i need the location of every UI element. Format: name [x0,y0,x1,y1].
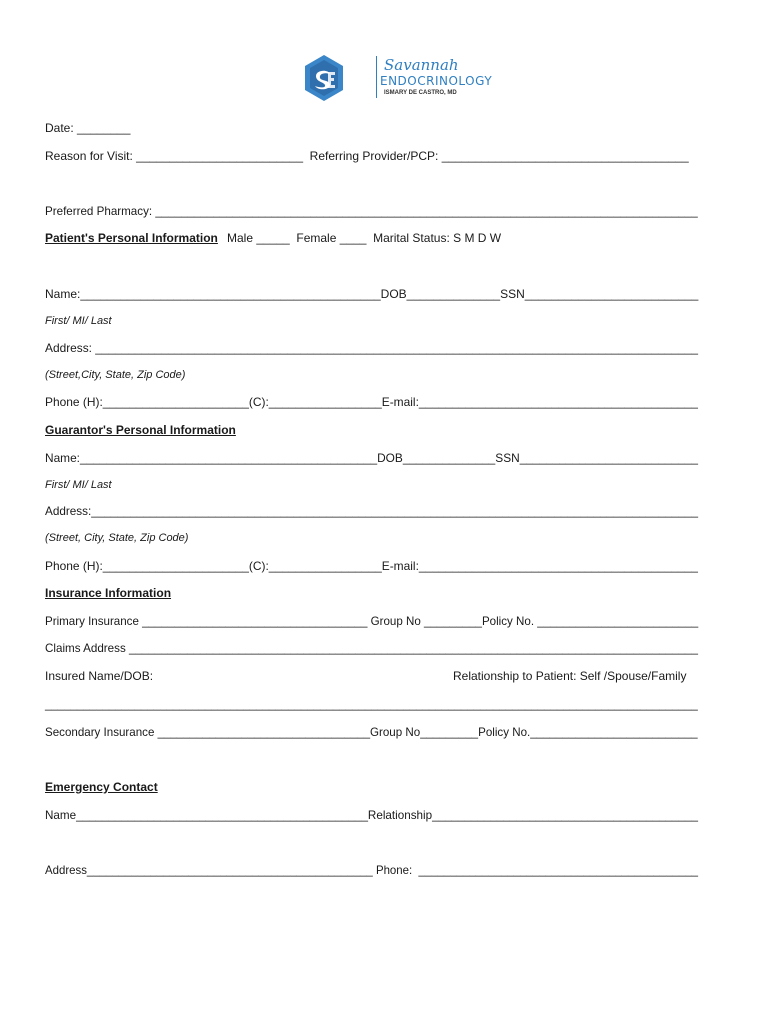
logo-divider [376,56,377,98]
guarantor-name-hint: First/ MI/ Last [45,479,112,491]
emergency-section-heading: Emergency Contact [45,780,158,794]
patient-gender-marital-field[interactable]: Male _____ Female ____ Marital Status: S M D W [227,231,502,245]
logo-subtitle: ISMARY DE CASTRO, MD [384,90,457,96]
emergency-address-field[interactable]: Address_____________________________________________ Phone: ____________________________________________ [45,863,699,877]
guarantor-phone-field[interactable]: Phone (H):______________________(C):_________________E-mail:__________________________________________ [45,559,698,573]
primary-insurance-field[interactable]: Primary Insurance ___________________________________ Group No _________Policy No. _________________________ [45,614,699,628]
reason-referring-field[interactable]: Reason for Visit: _________________________ Referring Provider/PCP: _____________________________________ [45,149,689,163]
guarantor-address-field[interactable]: Address:_____________________________________________________________________________________________ [45,504,699,518]
claims-address-field[interactable]: Claims Address ________________________________________________________________________________________ [45,641,698,655]
patient-section-heading: Patient's Personal Information [45,231,218,245]
emergency-name-field[interactable]: Name_____________________________________________Relationship_________________________________________ [45,808,698,822]
guarantor-name-field[interactable]: Name:_____________________________________________DOB______________SSN___________________________ [45,451,698,465]
guarantor-address-hint: (Street, City, State, Zip Code) [45,532,189,544]
secondary-insurance-field[interactable]: Secondary Insurance _________________________________Group No_________Policy No.__________________________ [45,725,698,739]
insured-blank-line[interactable]: ______________________________________________________________________________________________________ [45,697,698,711]
preferred-pharmacy-field[interactable]: Preferred Pharmacy: ____________________________________________________________________________________ [45,204,698,218]
hexagon-monogram-icon [304,54,344,102]
relationship-to-patient-field[interactable]: Relationship to Patient: Self /Spouse/Family [453,669,687,683]
guarantor-section-heading: Guarantor's Personal Information [45,423,236,437]
logo-script-text: Savannah [384,56,459,74]
practice-logo [300,52,493,104]
patient-name-field[interactable]: Name:_____________________________________________DOB______________SSN__________________________ [45,287,699,301]
patient-phone-field[interactable]: Phone (H):______________________(C):_________________E-mail:__________________________________________ [45,395,698,409]
logo-main-text: ENDOCRINOLOGY [380,74,493,88]
patient-address-field[interactable]: Address: ___________________________________________________________________________________________ [45,341,699,355]
insurance-section-heading: Insurance Information [45,586,172,600]
insured-name-dob-field[interactable]: Insured Name/DOB: [45,669,154,683]
patient-address-hint: (Street,City, State, Zip Code) [45,369,186,381]
date-field[interactable]: Date: ________ [45,121,131,135]
patient-name-hint: First/ MI/ Last [45,315,112,327]
